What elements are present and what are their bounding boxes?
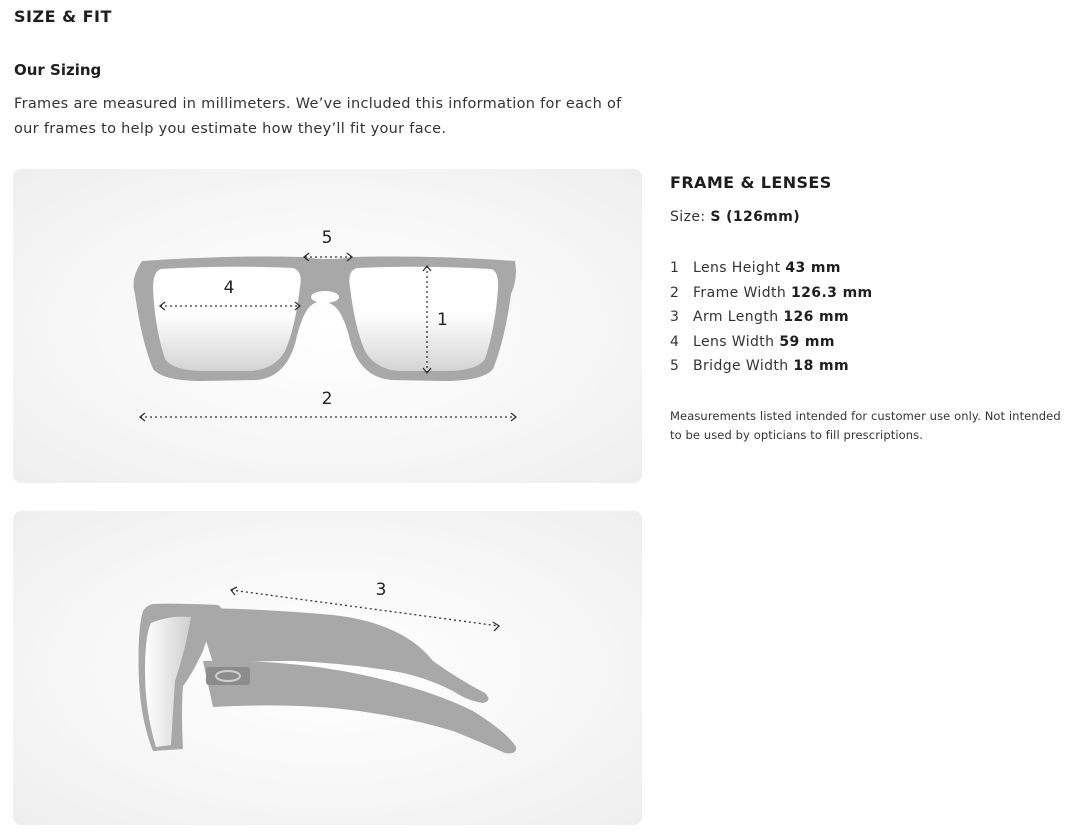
- item-number: 4: [670, 333, 680, 350]
- size-line: [670, 209, 800, 225]
- side-view-illustration: [13, 511, 642, 825]
- list-item: [670, 260, 873, 285]
- specs-title: FRAME & LENSES: [670, 173, 832, 192]
- item-label: Lens Width: [693, 333, 775, 350]
- section-title: SIZE & FIT: [14, 7, 112, 26]
- front-view-diagram: [13, 169, 642, 483]
- dim-label-frame-width: 2: [321, 389, 333, 409]
- item-number: 2: [670, 284, 680, 301]
- item-value: 43 mm: [785, 260, 841, 276]
- item-number: 1: [670, 260, 680, 276]
- size-value: S (126mm): [710, 209, 801, 225]
- list-item: [670, 334, 873, 359]
- sizing-description: Frames are measured in millimeters. We’ve included this information for each of our frames to help you estimate how they’ll fit your face.: [14, 96, 622, 137]
- bridge-highlight: [311, 291, 339, 303]
- measurement-disclaimer: Measurements listed intended for customer use only. Not intended to be used by opticians to fill prescriptions.: [670, 409, 1061, 442]
- measurement-list: [670, 260, 873, 383]
- dim-label-lens-width: 4: [223, 278, 235, 298]
- item-label: Lens Height: [693, 260, 781, 276]
- logo-plate: [206, 667, 250, 685]
- side-view-diagram: [13, 511, 642, 825]
- dim-label-bridge-width: 5: [321, 228, 333, 248]
- item-number: 3: [670, 309, 680, 326]
- item-number: 5: [670, 358, 680, 375]
- dim-label-arm-length: 3: [375, 580, 387, 600]
- list-item: [670, 358, 873, 383]
- item-label: Bridge Width: [693, 358, 789, 375]
- item-value: 18 mm: [793, 358, 849, 375]
- item-value: 59 mm: [779, 333, 835, 350]
- item-label: Frame Width: [693, 284, 787, 301]
- item-value: 126.3 mm: [791, 284, 873, 301]
- item-value: 126 mm: [783, 309, 850, 326]
- front-view-illustration: [13, 169, 642, 483]
- size-label: Size:: [670, 209, 706, 225]
- item-label: Arm Length: [693, 309, 779, 326]
- right-lens: [349, 267, 498, 371]
- dim-label-lens-height: 1: [437, 310, 448, 330]
- list-item: [670, 285, 873, 310]
- sizing-heading: Our Sizing: [14, 61, 102, 79]
- list-item: [670, 309, 873, 334]
